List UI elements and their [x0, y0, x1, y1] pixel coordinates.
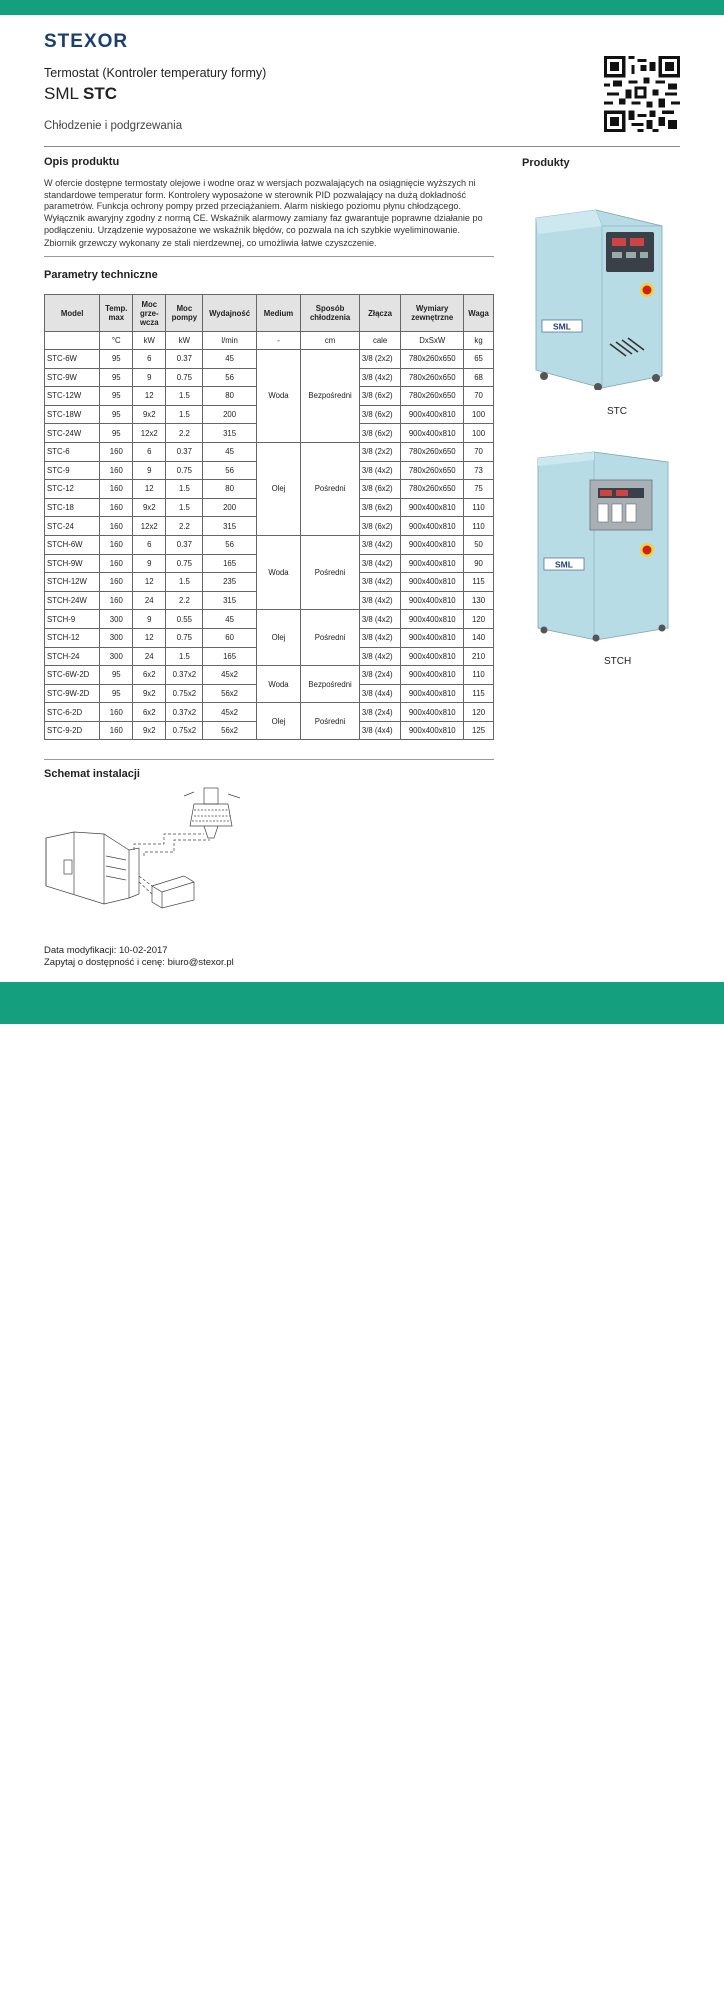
table-cell: 24 — [133, 647, 166, 666]
product-image-stch — [534, 450, 674, 642]
product-tagline: Chłodzenie i podgrzewania — [44, 120, 183, 132]
table-cell: 900x400x810 — [401, 684, 464, 703]
table-cell: 1.5 — [166, 480, 203, 499]
temperature-controller — [152, 876, 194, 908]
table-cell: 900x400x810 — [401, 721, 464, 740]
table-cell: 0.37x2 — [166, 666, 203, 685]
table-cell: 3/8 (2x2) — [359, 442, 400, 461]
table-cell: 3/8 (4x4) — [359, 684, 400, 703]
table-header-cell: Temp. max — [100, 295, 133, 332]
table-cell: 2.2 — [166, 517, 203, 536]
table-cell: 3/8 (6x2) — [359, 405, 400, 424]
table-cell: 115 — [464, 573, 494, 592]
table-cell: 3/8 (6x2) — [359, 517, 400, 536]
table-cell: 80 — [203, 480, 256, 499]
table-cell: 3/8 (4x2) — [359, 591, 400, 610]
table-cell: STC-6 — [45, 442, 100, 461]
table-cell: 9 — [133, 610, 166, 629]
table-cell: 95 — [100, 350, 133, 369]
table-cell: 110 — [464, 498, 494, 517]
table-cell: 900x400x810 — [401, 405, 464, 424]
table-cell: 120 — [464, 610, 494, 629]
cooling-cell: Bezpośredni — [301, 666, 360, 703]
cooling-cell: Pośredni — [301, 535, 360, 609]
table-cell: 95 — [100, 666, 133, 685]
table-cell: 12x2 — [133, 424, 166, 443]
table-cell: 70 — [464, 387, 494, 406]
table-cell: 0.75 — [166, 368, 203, 387]
table-cell: STC-12 — [45, 480, 100, 499]
table-row — [45, 350, 494, 369]
product-image-stc — [526, 204, 672, 390]
table-cell: 95 — [100, 684, 133, 703]
modification-date: Data modyfikacji: 10-02-2017 — [44, 945, 168, 956]
table-cell: 95 — [100, 368, 133, 387]
table-cell: 300 — [100, 647, 133, 666]
table-cell: 165 — [203, 554, 256, 573]
table-cell: 780x260x650 — [401, 368, 464, 387]
table-cell: 3/8 (4x4) — [359, 721, 400, 740]
table-cell: 900x400x810 — [401, 610, 464, 629]
product-description — [44, 178, 496, 249]
table-cell: 115 — [464, 684, 494, 703]
table-cell: 9 — [133, 554, 166, 573]
table-cell: 780x260x650 — [401, 480, 464, 499]
table-cell: 140 — [464, 628, 494, 647]
table-cell: 1.5 — [166, 405, 203, 424]
table-cell: 130 — [464, 591, 494, 610]
table-cell: STC-6-2D — [45, 703, 100, 722]
table-cell: 300 — [100, 628, 133, 647]
table-row — [45, 703, 494, 722]
footer-phone: +48 61 415 14 78, +48 690 930 632 — [284, 1986, 431, 1996]
table-cell: 160 — [100, 461, 133, 480]
table-cell: 1.5 — [166, 498, 203, 517]
footer-company: Stexor Polska Sp. z o. o. — [44, 1973, 145, 1983]
medium-cell: Olej — [256, 610, 301, 666]
table-cell: 235 — [203, 573, 256, 592]
table-cell: 3/8 (4x2) — [359, 573, 400, 592]
table-cell: 45 — [203, 442, 256, 461]
table-cell: 9x2 — [133, 721, 166, 740]
table-cell: 3/8 (4x2) — [359, 461, 400, 480]
machine-badge: SML — [553, 321, 571, 332]
table-cell: 12 — [133, 628, 166, 647]
table-cell: 165 — [203, 647, 256, 666]
table-cell: 12x2 — [133, 517, 166, 536]
table-unit-cell: kW — [133, 332, 166, 350]
footer-address: Święty Marcin 29/8, 61-805 Poznań — [44, 1986, 190, 1996]
table-header-cell: Moc pompy — [166, 295, 203, 332]
company-logo: STEXOR — [44, 31, 129, 52]
table-cell: STC-9-2D — [45, 721, 100, 740]
table-cell: 3/8 (2x4) — [359, 703, 400, 722]
table-cell: 12 — [133, 387, 166, 406]
table-cell: 3/8 (6x2) — [359, 480, 400, 499]
table-cell: 1.5 — [166, 647, 203, 666]
hopper-body — [190, 804, 232, 826]
table-cell: 6 — [133, 535, 166, 554]
table-cell: 300 — [100, 610, 133, 629]
table-cell: STCH-6W — [45, 535, 100, 554]
section-heading-parameters: Parametry techniczne — [44, 269, 158, 281]
table-cell: 9 — [133, 461, 166, 480]
machine-badge: SML — [555, 559, 573, 570]
table-cell: 50 — [464, 535, 494, 554]
table-cell: 68 — [464, 368, 494, 387]
table-cell: 3/8 (4x2) — [359, 368, 400, 387]
table-cell: 95 — [100, 405, 133, 424]
section-divider — [44, 759, 494, 760]
table-cell: 6x2 — [133, 666, 166, 685]
table-cell: 900x400x810 — [401, 703, 464, 722]
table-cell: 45 — [203, 610, 256, 629]
table-cell: 780x260x650 — [401, 387, 464, 406]
footer-bar — [0, 982, 724, 1996]
table-cell: 6x2 — [133, 703, 166, 722]
table-header-cell: Złącza — [359, 295, 400, 332]
table-cell: 160 — [100, 573, 133, 592]
table-cell: 9 — [133, 368, 166, 387]
table-header-cell: Wymiary zewnętrzne — [401, 295, 464, 332]
table-row — [45, 666, 494, 685]
section-divider — [44, 256, 494, 257]
table-cell: 315 — [203, 591, 256, 610]
table-cell: 900x400x810 — [401, 498, 464, 517]
medium-cell: Woda — [256, 535, 301, 609]
table-cell: STCH-9 — [45, 610, 100, 629]
table-cell: STC-9 — [45, 461, 100, 480]
table-cell: STC-9W-2D — [45, 684, 100, 703]
table-cell: 56 — [203, 368, 256, 387]
table-cell: 780x260x650 — [401, 350, 464, 369]
footer-nip: NIP: 7831716816 — [610, 1973, 682, 1983]
table-header-cell: Moc grze-wcza — [133, 295, 166, 332]
table-header-cell: Waga — [464, 295, 494, 332]
table-cell: 9x2 — [133, 498, 166, 517]
table-cell: 315 — [203, 517, 256, 536]
table-cell: 210 — [464, 647, 494, 666]
header-divider — [44, 146, 680, 147]
table-cell: 200 — [203, 405, 256, 424]
table-row — [45, 535, 494, 554]
table-cell: 56 — [203, 461, 256, 480]
qr-code-icon — [604, 56, 680, 132]
table-cell: 45 — [203, 350, 256, 369]
table-cell: 73 — [464, 461, 494, 480]
table-cell: 3/8 (6x2) — [359, 387, 400, 406]
table-cell: 45x2 — [203, 666, 256, 685]
product-caption-stc: STC — [607, 406, 627, 417]
table-cell: 100 — [464, 424, 494, 443]
table-cell: 95 — [100, 424, 133, 443]
section-heading-installation: Schemat instalacji — [44, 768, 140, 780]
table-cell: 0.75x2 — [166, 721, 203, 740]
table-cell: 160 — [100, 517, 133, 536]
table-unit-cell: kW — [166, 332, 203, 350]
table-cell: 80 — [203, 387, 256, 406]
cooling-cell: Pośredni — [301, 703, 360, 740]
table-header-cell: Model — [45, 295, 100, 332]
product-subtitle: Termostat (Kontroler temperatury formy) — [44, 66, 267, 80]
table-row — [45, 442, 494, 461]
table-cell: 6 — [133, 350, 166, 369]
table-cell: 0.75 — [166, 554, 203, 573]
cooling-cell: Pośredni — [301, 442, 360, 535]
table-cell: 9x2 — [133, 684, 166, 703]
footer-krs: KRS: 0000524304 — [606, 1986, 682, 1996]
top-accent-bar — [0, 0, 724, 15]
table-cell: 65 — [464, 350, 494, 369]
product-title: SML STC — [44, 84, 118, 103]
product-caption-stch: STCH — [604, 656, 632, 667]
section-heading-description: Opis produktu — [44, 156, 120, 168]
table-cell: 0.75 — [166, 628, 203, 647]
table-cell: 160 — [100, 535, 133, 554]
table-cell: STCH-24 — [45, 647, 100, 666]
emergency-stop-icon — [643, 286, 652, 295]
footer-web[interactable]: www.stexor.pl, biuro@stexor.pl — [298, 1973, 424, 1983]
table-cell: 125 — [464, 721, 494, 740]
table-cell: 3/8 (4x2) — [359, 628, 400, 647]
medium-cell: Olej — [256, 703, 301, 740]
installation-diagram — [44, 786, 274, 926]
table-cell: 160 — [100, 721, 133, 740]
table-row — [45, 610, 494, 629]
table-cell: 95 — [100, 387, 133, 406]
table-cell: 1.5 — [166, 573, 203, 592]
table-cell: 160 — [100, 703, 133, 722]
table-cell: 110 — [464, 517, 494, 536]
hopper-top — [204, 788, 218, 804]
table-cell: 2.2 — [166, 424, 203, 443]
table-cell: 3/8 (4x2) — [359, 535, 400, 554]
table-cell: 56x2 — [203, 684, 256, 703]
table-cell: 2.2 — [166, 591, 203, 610]
table-cell: 160 — [100, 554, 133, 573]
table-cell: 56x2 — [203, 721, 256, 740]
table-unit-cell: - — [256, 332, 301, 350]
table-cell: 160 — [100, 591, 133, 610]
table-unit-cell: cale — [359, 332, 400, 350]
table-cell: STCH-12W — [45, 573, 100, 592]
table-cell: 3/8 (2x4) — [359, 666, 400, 685]
table-cell: 120 — [464, 703, 494, 722]
table-cell: STCH-9W — [45, 554, 100, 573]
table-cell: 0.55 — [166, 610, 203, 629]
description-paragraph: W ofercie dostępne termostaty olejowe i wodne oraz w wersjach pozwalających na osiągnięcie wyższych ni standardowe temperatur form. Kontrolery wyposażone w sterownik PID pozwalający na dużą dokładność parametrów. Funkcja ochrony pompy przed przeciążaniem. Alarm niskiego poziomu płynu chłodzącego. Wyłącznik awaryjny zgodny z normą CE. Wskaźnik alarmowy zamiany faz gwarantuje poprawne działanie po podłączeniu. Urządzenie wyposażone we wskaźnik błędów, co pozwala na ich szybkie wyeliminowanie. — [44, 178, 483, 235]
table-cell: 780x260x650 — [401, 442, 464, 461]
table-cell: 3/8 (4x2) — [359, 554, 400, 573]
spec-table — [44, 294, 494, 740]
table-cell: 900x400x810 — [401, 424, 464, 443]
table-cell: STC-6W — [45, 350, 100, 369]
table-cell: 160 — [100, 480, 133, 499]
table-unit-cell: cm — [301, 332, 360, 350]
description-paragraph: Zbiornik grzewczy wykonany ze stali nierdzewnej, co umożliwia łatwe czyszczenie. — [44, 237, 377, 248]
table-cell: 0.37x2 — [166, 703, 203, 722]
inquiry-contact[interactable]: Zapytaj o dostępność i cenę: biuro@stexor.pl — [44, 957, 234, 968]
table-cell: 900x400x810 — [401, 628, 464, 647]
table-cell: STC-18 — [45, 498, 100, 517]
table-cell: 780x260x650 — [401, 461, 464, 480]
table-unit-cell: kg — [464, 332, 494, 350]
table-cell: 75 — [464, 480, 494, 499]
table-cell: STCH-12 — [45, 628, 100, 647]
medium-cell: Woda — [256, 350, 301, 443]
table-cell: 24 — [133, 591, 166, 610]
table-cell: STC-24 — [45, 517, 100, 536]
table-header-cell: Medium — [256, 295, 301, 332]
section-heading-products: Produkty — [522, 157, 570, 169]
table-cell: 315 — [203, 424, 256, 443]
table-cell: STC-9W — [45, 368, 100, 387]
table-cell: 160 — [100, 498, 133, 517]
table-cell: 3/8 (6x2) — [359, 498, 400, 517]
table-cell: 0.37 — [166, 350, 203, 369]
table-header-cell: Sposób chłodzenia — [301, 295, 360, 332]
table-cell: 0.75x2 — [166, 684, 203, 703]
table-cell: 3/8 (2x2) — [359, 350, 400, 369]
table-cell: 70 — [464, 442, 494, 461]
table-cell: 12 — [133, 573, 166, 592]
table-cell: STC-24W — [45, 424, 100, 443]
table-cell: 12 — [133, 480, 166, 499]
medium-cell: Olej — [256, 442, 301, 535]
table-unit-cell: DxSxW — [401, 332, 464, 350]
table-cell: 900x400x810 — [401, 517, 464, 536]
table-cell: 900x400x810 — [401, 591, 464, 610]
table-cell: 0.37 — [166, 535, 203, 554]
cooling-cell: Pośredni — [301, 610, 360, 666]
medium-cell: Woda — [256, 666, 301, 703]
table-cell: 900x400x810 — [401, 666, 464, 685]
table-cell: STC-6W-2D — [45, 666, 100, 685]
table-cell: STC-18W — [45, 405, 100, 424]
cooling-cell: Bezpośredni — [301, 350, 360, 443]
table-cell: 6 — [133, 442, 166, 461]
table-cell: 200 — [203, 498, 256, 517]
table-cell: 160 — [100, 442, 133, 461]
table-header-cell: Wydajność — [203, 295, 256, 332]
table-cell: 900x400x810 — [401, 573, 464, 592]
table-cell: 3/8 (4x2) — [359, 647, 400, 666]
table-cell: STCH-24W — [45, 591, 100, 610]
table-cell: 60 — [203, 628, 256, 647]
table-cell: 100 — [464, 405, 494, 424]
table-cell: 1.5 — [166, 387, 203, 406]
table-cell: 0.37 — [166, 442, 203, 461]
table-cell: 900x400x810 — [401, 554, 464, 573]
table-cell: 3/8 (4x2) — [359, 610, 400, 629]
table-cell: 9x2 — [133, 405, 166, 424]
emergency-stop-icon — [643, 546, 652, 555]
table-unit-cell: l/min — [203, 332, 256, 350]
table-cell: 900x400x810 — [401, 647, 464, 666]
table-cell: 900x400x810 — [401, 535, 464, 554]
table-cell: 45x2 — [203, 703, 256, 722]
table-cell: 56 — [203, 535, 256, 554]
table-cell: 110 — [464, 666, 494, 685]
table-cell: 0.75 — [166, 461, 203, 480]
table-cell: 3/8 (6x2) — [359, 424, 400, 443]
table-unit-cell — [45, 332, 100, 350]
table-cell: 90 — [464, 554, 494, 573]
table-unit-cell: °C — [100, 332, 133, 350]
table-cell: STC-12W — [45, 387, 100, 406]
